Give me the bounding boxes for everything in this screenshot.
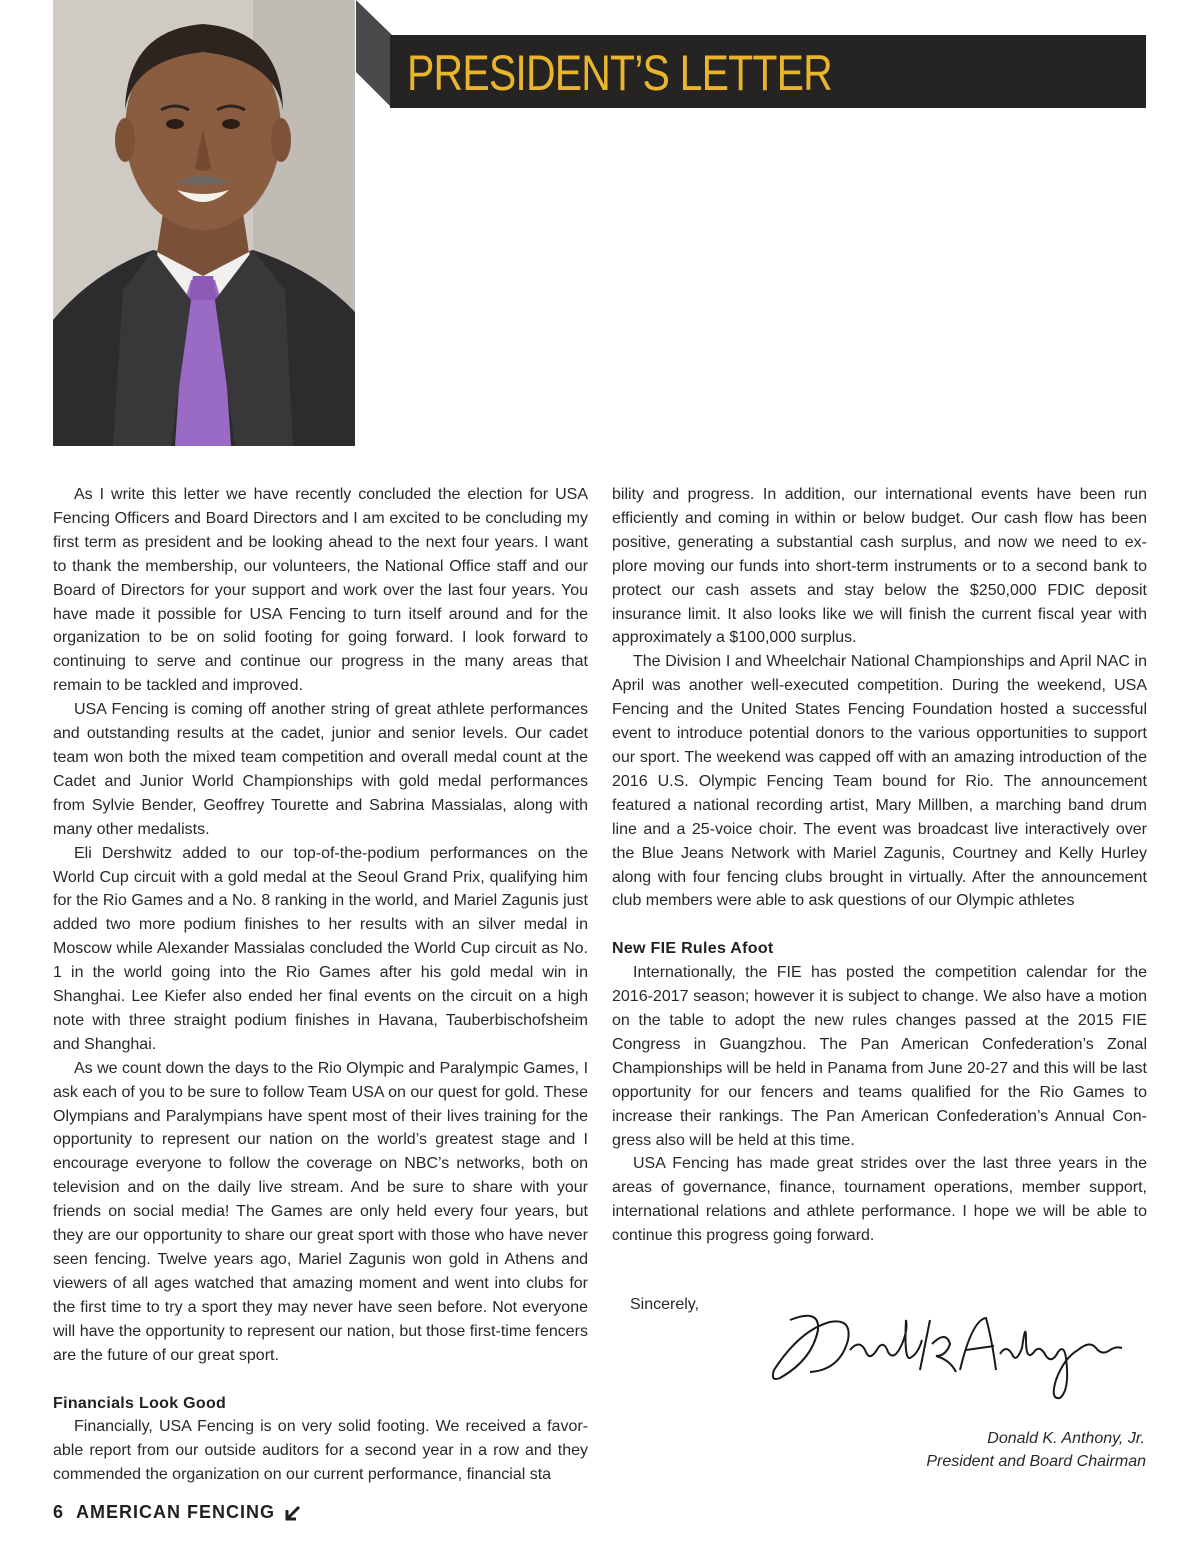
header-banner [390, 35, 1146, 108]
section-heading-fie: New FIE Rules Afoot [612, 940, 774, 958]
body-paragraph: Financially, USA Fencing is on very solid footing. We received a favorable report from our outside auditors for a second year in a row and they commended the organization on our current performance, financial sta [53, 1418, 588, 1484]
signatory-title: President and Board Chairman [926, 1453, 1146, 1470]
page-title: PRESIDENT’S LETTER [407, 45, 832, 101]
section-heading-financials: Financials Look Good [53, 1394, 227, 1412]
body-paragraph: The Division I and Wheelchair National Championships and April NAC in April was another well-executed competition. During the weekend, USA Fencing and the United States Fencing Foundation hosted a successful event to introduce potential donors to the various opportunities to support our sport. The weekend was capped off with an amazing introduction of the 2016 U.S. Olympic Fencing Team bound for Rio. The announcement featured a national recording artist, Mary Millben, a marching band drum line and a 25-voice choir. The event was broadcast live interactively over the Blue Jeans Network with Mariel Zagunis, Courtney and Kelly Hurley along with four fencing clubs brought in virtually. After the announcement club members were able to ask questions of our Olympic athletes [612, 653, 1147, 910]
magazine-name: AMERICAN FENCING [76, 1502, 276, 1522]
signature [760, 1300, 1130, 1405]
body-paragraph: Eli Dershwitz added to our top-of-the-podium performances on the World Cup circuit with a gold medal at the Seoul Grand Prix, qualifying him for the Rio Games and a No. 8 ranking in the world, and Mariel Zagunis just added two more podium finishes to her results with an silver medal in Moscow while Alexander Massialas concluded the World Cup circuit as No. 1 in the world going into the Rio Games after his gold medal win in Shanghai. Lee Kiefer also ended her final events on the circuit on a high note with three straight podium finishes in Havana, Tauberbischofsheim and Shanghai. [53, 844, 588, 1053]
portrait-illustration [53, 0, 355, 446]
banner-accent [356, 0, 392, 108]
body-paragraph: bility and progress. In addition, our international events have been run efficiently and coming in within or below budget. Our cash flow has been positive, generating a substantial cash surplus, and now we need to explore moving our funds into short-term instruments or to a second bank to protect our cash assets and stay below the $250,000 FDIC deposit insurance limit. It also looks like we will finish the current fiscal year with approximately a $100,000 surplus. [612, 486, 1147, 647]
arrow-icon [284, 1504, 302, 1522]
signatory-name: Donald K. Anthony, Jr. [987, 1430, 1145, 1447]
right-column [612, 483, 1147, 1248]
body-paragraph: USA Fencing has made great strides over the last three years in the areas of governance, finance, tournament operations, member support, international relations and athlete performance. I hope we will be able to continue this progress going forward. [612, 1155, 1147, 1245]
page-footer [53, 1502, 302, 1523]
body-paragraph: USA Fencing is coming off another string of great athlete performances and outstanding results at the cadet, junior and senior levels. Our cadet team won both the mixed team competition and overall medal count at the Cadet and Junior World Championships with gold medal performances from Sylvie Bender, Geoffrey Tourette and Sabrina Massialas, along with many other medalists. [53, 701, 588, 838]
body-paragraph: Internationally, the FIE has posted the competition calendar for the 2016-2017 season; however it is subject to change. We also have a motion on the table to adopt the new rules changes passed at the 2015 FIE Congress in Guangzhou. The Pan American Confederation’s Zonal Championships will be held in Panama from June 20-27 and this will be last opportunity for our fencers and teams qualified for the Rio Games to increase their rankings. The Pan American Confederation’s Annual Congress also will be held at this time. [612, 964, 1147, 1149]
page-number: 6 [53, 1502, 65, 1522]
left-column [53, 483, 588, 1487]
body-paragraph: As I write this letter we have recently concluded the election for USA Fencing Officers and Board Directors and I am excited to be concluding my first term as president and be looking ahead to the next four years. I want to thank the membership, our volunteers, the National Office staff and our Board of Directors for your support and work over the last four years. You have made it possible for USA Fencing to turn itself around and for the organization to be on solid footing for going forward. I look forward to continuing to serve and continue our progress in the many areas that remain to be tackled and improved. [53, 486, 588, 695]
body-paragraph: As we count down the days to the Rio Olympic and Paralympic Games, I ask each of you to be sure to follow Team USA on our quest for gold. These Olympians and Paralympians have spent most of their lives training for the opportunity to represent our nation on the world’s greatest stage and I encourage everyone to follow the coverage on NBC’s networks, both on television and on the daily live stream. And be sure to share with your friends on social media! The Games are only held every four years, but they are our opportunity to share our great sport with those who have never seen fencing. Twelve years ago, Mariel Zagunis won gold in Athens and viewers of all ages watched that amazing moment and went into clubs for the first time to try a sport they may never have seen before. Not everyone will have the opportunity to represent our nation, but those first-time fencers are the future of our great sport. [53, 1059, 589, 1364]
sign-off: Sincerely, [630, 1296, 700, 1313]
portrait-photo [53, 0, 355, 446]
